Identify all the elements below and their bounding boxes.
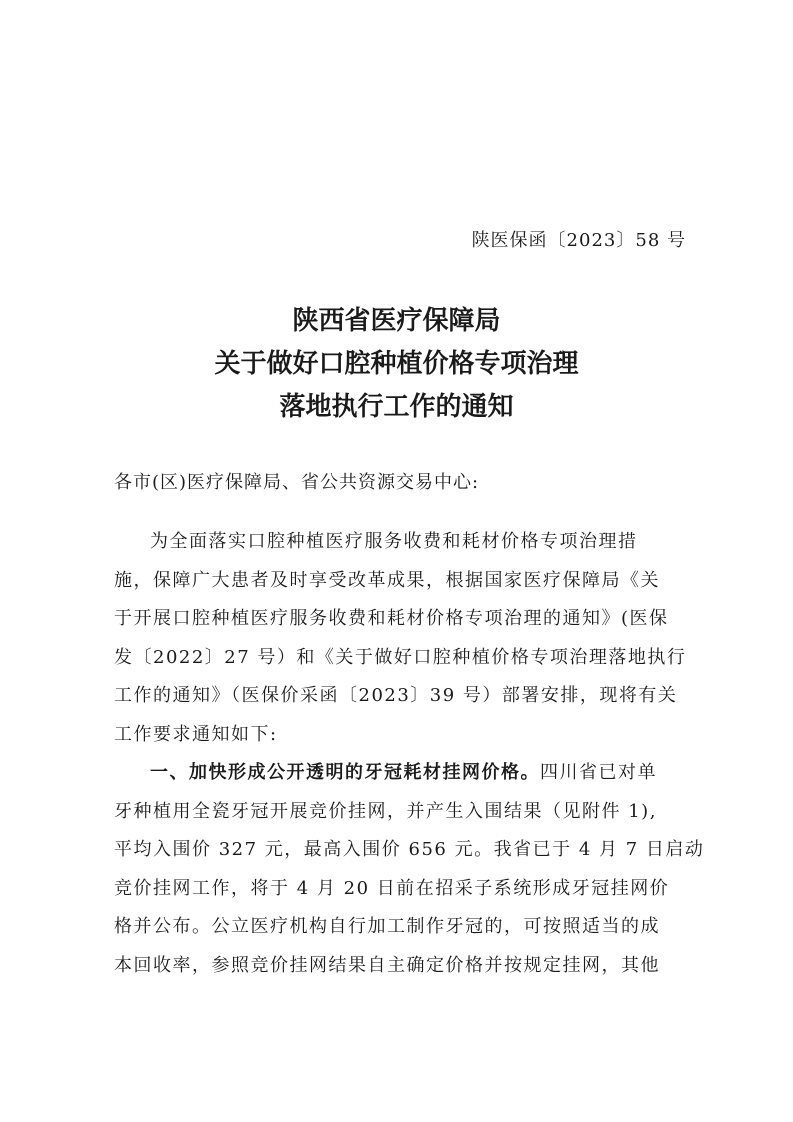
paragraph-line: 格并公布。公立医疗机构自行加工制作牙冠的，可按照适当的成: [114, 916, 660, 937]
title-line-3: 落地执行工作的通知: [279, 392, 514, 422]
paragraph-line: 于开展口腔种植医疗服务收费和耗材价格专项治理的通知》(医保: [114, 608, 669, 629]
paragraph-line: 四川省已对单: [540, 762, 657, 783]
title-line-1: 陕西省医疗保障局: [292, 306, 501, 336]
document-title: [0, 300, 793, 429]
paragraph-line: 本回收率，参照竞价挂网结果自主确定价格并按规定挂网，其他: [114, 954, 660, 976]
paragraph-line: 工作的通知》（医保价采函〔2023〕39 号）部署安排，现将有关: [114, 685, 678, 706]
document-body: [114, 523, 705, 985]
paragraph-line: 竞价挂网工作，将于 4 月 20 日前在招采子系统形成牙冠挂网价: [114, 877, 670, 899]
paragraph-line: 工作要求通知如下:: [114, 723, 278, 745]
paragraph-line: 施，保障广大患者及时享受改革成果，根据国家医疗保障局《关: [114, 569, 660, 591]
salutation: 各市(区)医疗保障局、省公共资源交易中心:: [114, 472, 480, 493]
section-1-first-line: [114, 754, 694, 793]
section-1-heading: 一、加快形成公开透明的牙冠耗材挂网价格。: [150, 762, 540, 783]
document-number: 陕医保函〔2023〕58 号: [471, 230, 686, 251]
paragraph-line: 牙种植用全瓷牙冠开展竞价挂网，并产生入围结果（见附件 1),: [114, 800, 657, 822]
title-line-2: 关于做好口腔种植价格专项治理: [214, 349, 579, 379]
paragraph-line: 发〔2022〕27 号）和《关于做好口腔种植价格专项治理落地执行: [114, 646, 687, 668]
paragraph-line: 为全面落实口腔种植医疗服务收费和耗材价格专项治理措: [150, 531, 638, 552]
paragraph-line: 平均入围价 327 元，最高入围价 656 元。我省已于 4 月 7 日启动: [114, 839, 705, 860]
